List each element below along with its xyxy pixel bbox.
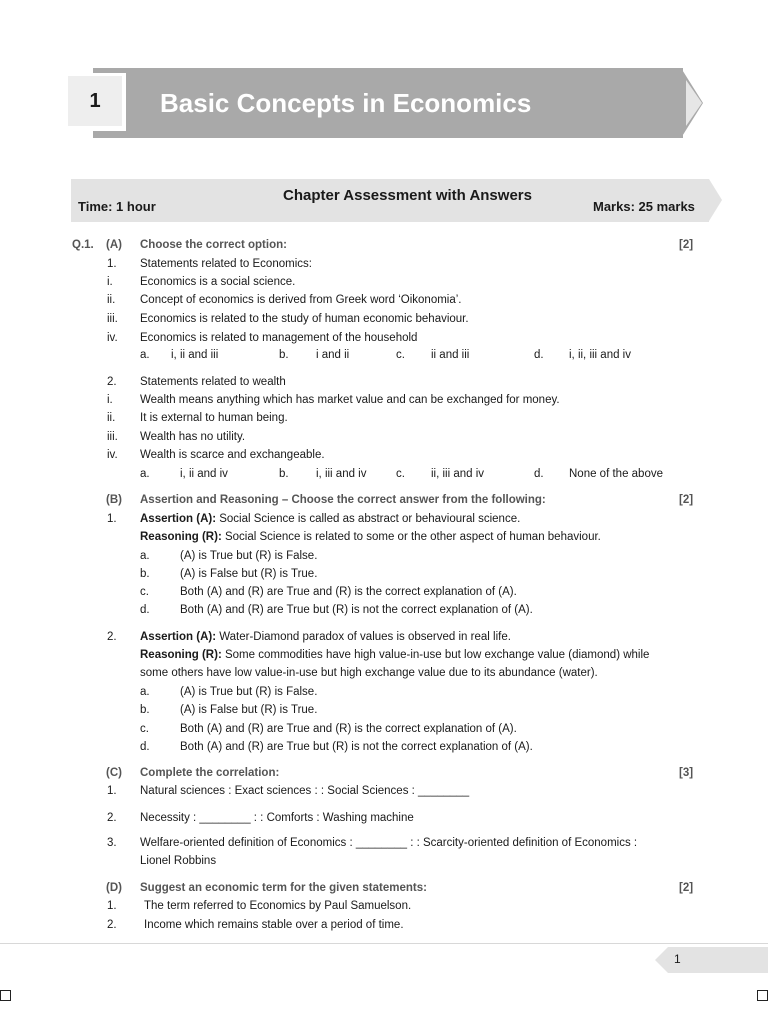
option-text: Both (A) and (R) are True and (R) is the correct explanation of (A). [180, 723, 517, 735]
correlation-number: 3. [107, 837, 117, 849]
page-tab [668, 947, 768, 973]
option-letter: c. [140, 586, 149, 598]
statement-text: Wealth is scarce and exchangeable. [140, 449, 325, 461]
chapter-number: 1 [68, 76, 122, 126]
option-text: None of the above [569, 468, 663, 480]
option-text: (A) is False but (R) is True. [180, 704, 318, 716]
option-text: i and ii [316, 349, 350, 361]
correlation-text: Necessity : ________ : : Comforts : Washing machine [140, 812, 414, 824]
a-q2-stem: Statements related to wealth [140, 376, 286, 388]
correlation-text-continued: Lionel Robbins [140, 855, 217, 867]
option-letter: b. [140, 568, 150, 580]
statement-number: ii. [107, 412, 116, 424]
statement-text: It is external to human being. [140, 412, 288, 424]
section-a-heading: Choose the correct option: [140, 239, 287, 251]
page-number: 1 [674, 952, 681, 966]
section-b-marks: [2] [679, 494, 694, 506]
option-text: i, ii and iii [171, 349, 219, 361]
statement-number: i. [107, 276, 113, 288]
b-q2-number: 2. [107, 631, 117, 643]
term-text: The term referred to Economics by Paul Samuelson. [144, 900, 412, 912]
section-a-label: (A) [106, 239, 122, 251]
statement-number: iii. [107, 313, 118, 325]
option-text: ii, iii and iv [431, 468, 485, 480]
b-q2-reasoning-continued: some others have low value-in-use but high exchange value due to its abundance (water). [140, 667, 598, 679]
option-letter: d. [140, 604, 150, 616]
option-letter: d. [534, 468, 544, 480]
chapter-title: Basic Concepts in Economics [160, 88, 532, 118]
banner-arrow-shadow [686, 80, 702, 126]
a-q2-number: 2. [107, 376, 117, 388]
option-text: Both (A) and (R) are True and (R) is the correct explanation of (A). [180, 586, 517, 598]
correlation-number: 1. [107, 785, 117, 797]
question-number: Q.1. [72, 239, 94, 251]
assessment-bar-arrow [709, 179, 722, 221]
b-q1-reasoning: Reasoning (R): Social Science is related to some or the other aspect of human behaviour. [140, 531, 601, 543]
option-text: i, iii and iv [316, 468, 367, 480]
correlation-text: Natural sciences : Exact sciences : : Social Sciences : ________ [140, 785, 470, 797]
b-q1-assertion: Assertion (A): Social Science is called as abstract or behavioural science. [140, 513, 521, 525]
section-d-heading: Suggest an economic term for the given statements: [140, 882, 427, 894]
option-letter: b. [279, 468, 289, 480]
b-q2-assertion: Assertion (A): Water-Diamond paradox of values is observed in real life. [140, 631, 511, 643]
assessment-marks: Marks: 25 marks [593, 199, 695, 214]
option-text: ii and iii [431, 349, 470, 361]
section-c-heading: Complete the correlation: [140, 767, 280, 779]
option-letter: a. [140, 550, 150, 562]
page-tab-arrow [655, 947, 668, 973]
option-letter: c. [140, 723, 149, 735]
statement-text: Wealth means anything which has market value and can be exchanged for money. [140, 394, 560, 406]
term-text: Income which remains stable over a period of time. [144, 919, 404, 931]
corner-checkbox-left [0, 990, 11, 1001]
option-text: (A) is True but (R) is False. [180, 550, 318, 562]
statement-number: iii. [107, 431, 118, 443]
statement-number: ii. [107, 294, 116, 306]
statement-text: Wealth has no utility. [140, 431, 246, 443]
option-letter: d. [140, 741, 150, 753]
section-d-label: (D) [106, 882, 122, 894]
term-number: 2. [107, 919, 117, 931]
statement-number: i. [107, 394, 113, 406]
option-letter: c. [396, 468, 405, 480]
a-q1-number: 1. [107, 258, 117, 270]
statement-number: iv. [107, 449, 118, 461]
option-letter: b. [140, 704, 150, 716]
option-letter: c. [396, 349, 405, 361]
term-number: 1. [107, 900, 117, 912]
option-letter: a. [140, 686, 150, 698]
statement-number: iv. [107, 332, 118, 344]
b-q2-reasoning: Reasoning (R): Some commodities have high value-in-use but low exchange value (diamond) while [140, 649, 650, 661]
section-b-label: (B) [106, 494, 122, 506]
option-letter: a. [140, 468, 150, 480]
option-text: (A) is True but (R) is False. [180, 686, 318, 698]
assessment-time: Time: 1 hour [78, 199, 156, 214]
option-text: Both (A) and (R) are True but (R) is not the correct explanation of (A). [180, 604, 533, 616]
footer-divider [0, 943, 768, 944]
corner-checkbox-right [757, 990, 768, 1001]
b-q1-number: 1. [107, 513, 117, 525]
statement-text: Economics is a social science. [140, 276, 296, 288]
option-text: (A) is False but (R) is True. [180, 568, 318, 580]
correlation-number: 2. [107, 812, 117, 824]
option-text: i, ii, iii and iv [569, 349, 631, 361]
section-c-label: (C) [106, 767, 122, 779]
option-letter: b. [279, 349, 289, 361]
a-q1-stem: Statements related to Economics: [140, 258, 312, 270]
option-text: i, ii and iv [180, 468, 228, 480]
section-d-marks: [2] [679, 882, 694, 894]
option-text: Both (A) and (R) are True but (R) is not the correct explanation of (A). [180, 741, 533, 753]
statement-text: Concept of economics is derived from Greek word ‘Oikonomia’. [140, 294, 462, 306]
correlation-text: Welfare-oriented definition of Economics : ________ : : Scarcity-oriented definition of Economics : [140, 837, 638, 849]
option-letter: a. [140, 349, 150, 361]
assessment-title: Chapter Assessment with Answers [283, 187, 532, 204]
option-letter: d. [534, 349, 544, 361]
section-b-heading: Assertion and Reasoning – Choose the correct answer from the following: [140, 494, 546, 506]
section-a-marks: [2] [679, 239, 694, 251]
statement-text: Economics is related to the study of human economic behaviour. [140, 313, 469, 325]
statement-text: Economics is related to management of the household [140, 332, 418, 344]
section-c-marks: [3] [679, 767, 694, 779]
